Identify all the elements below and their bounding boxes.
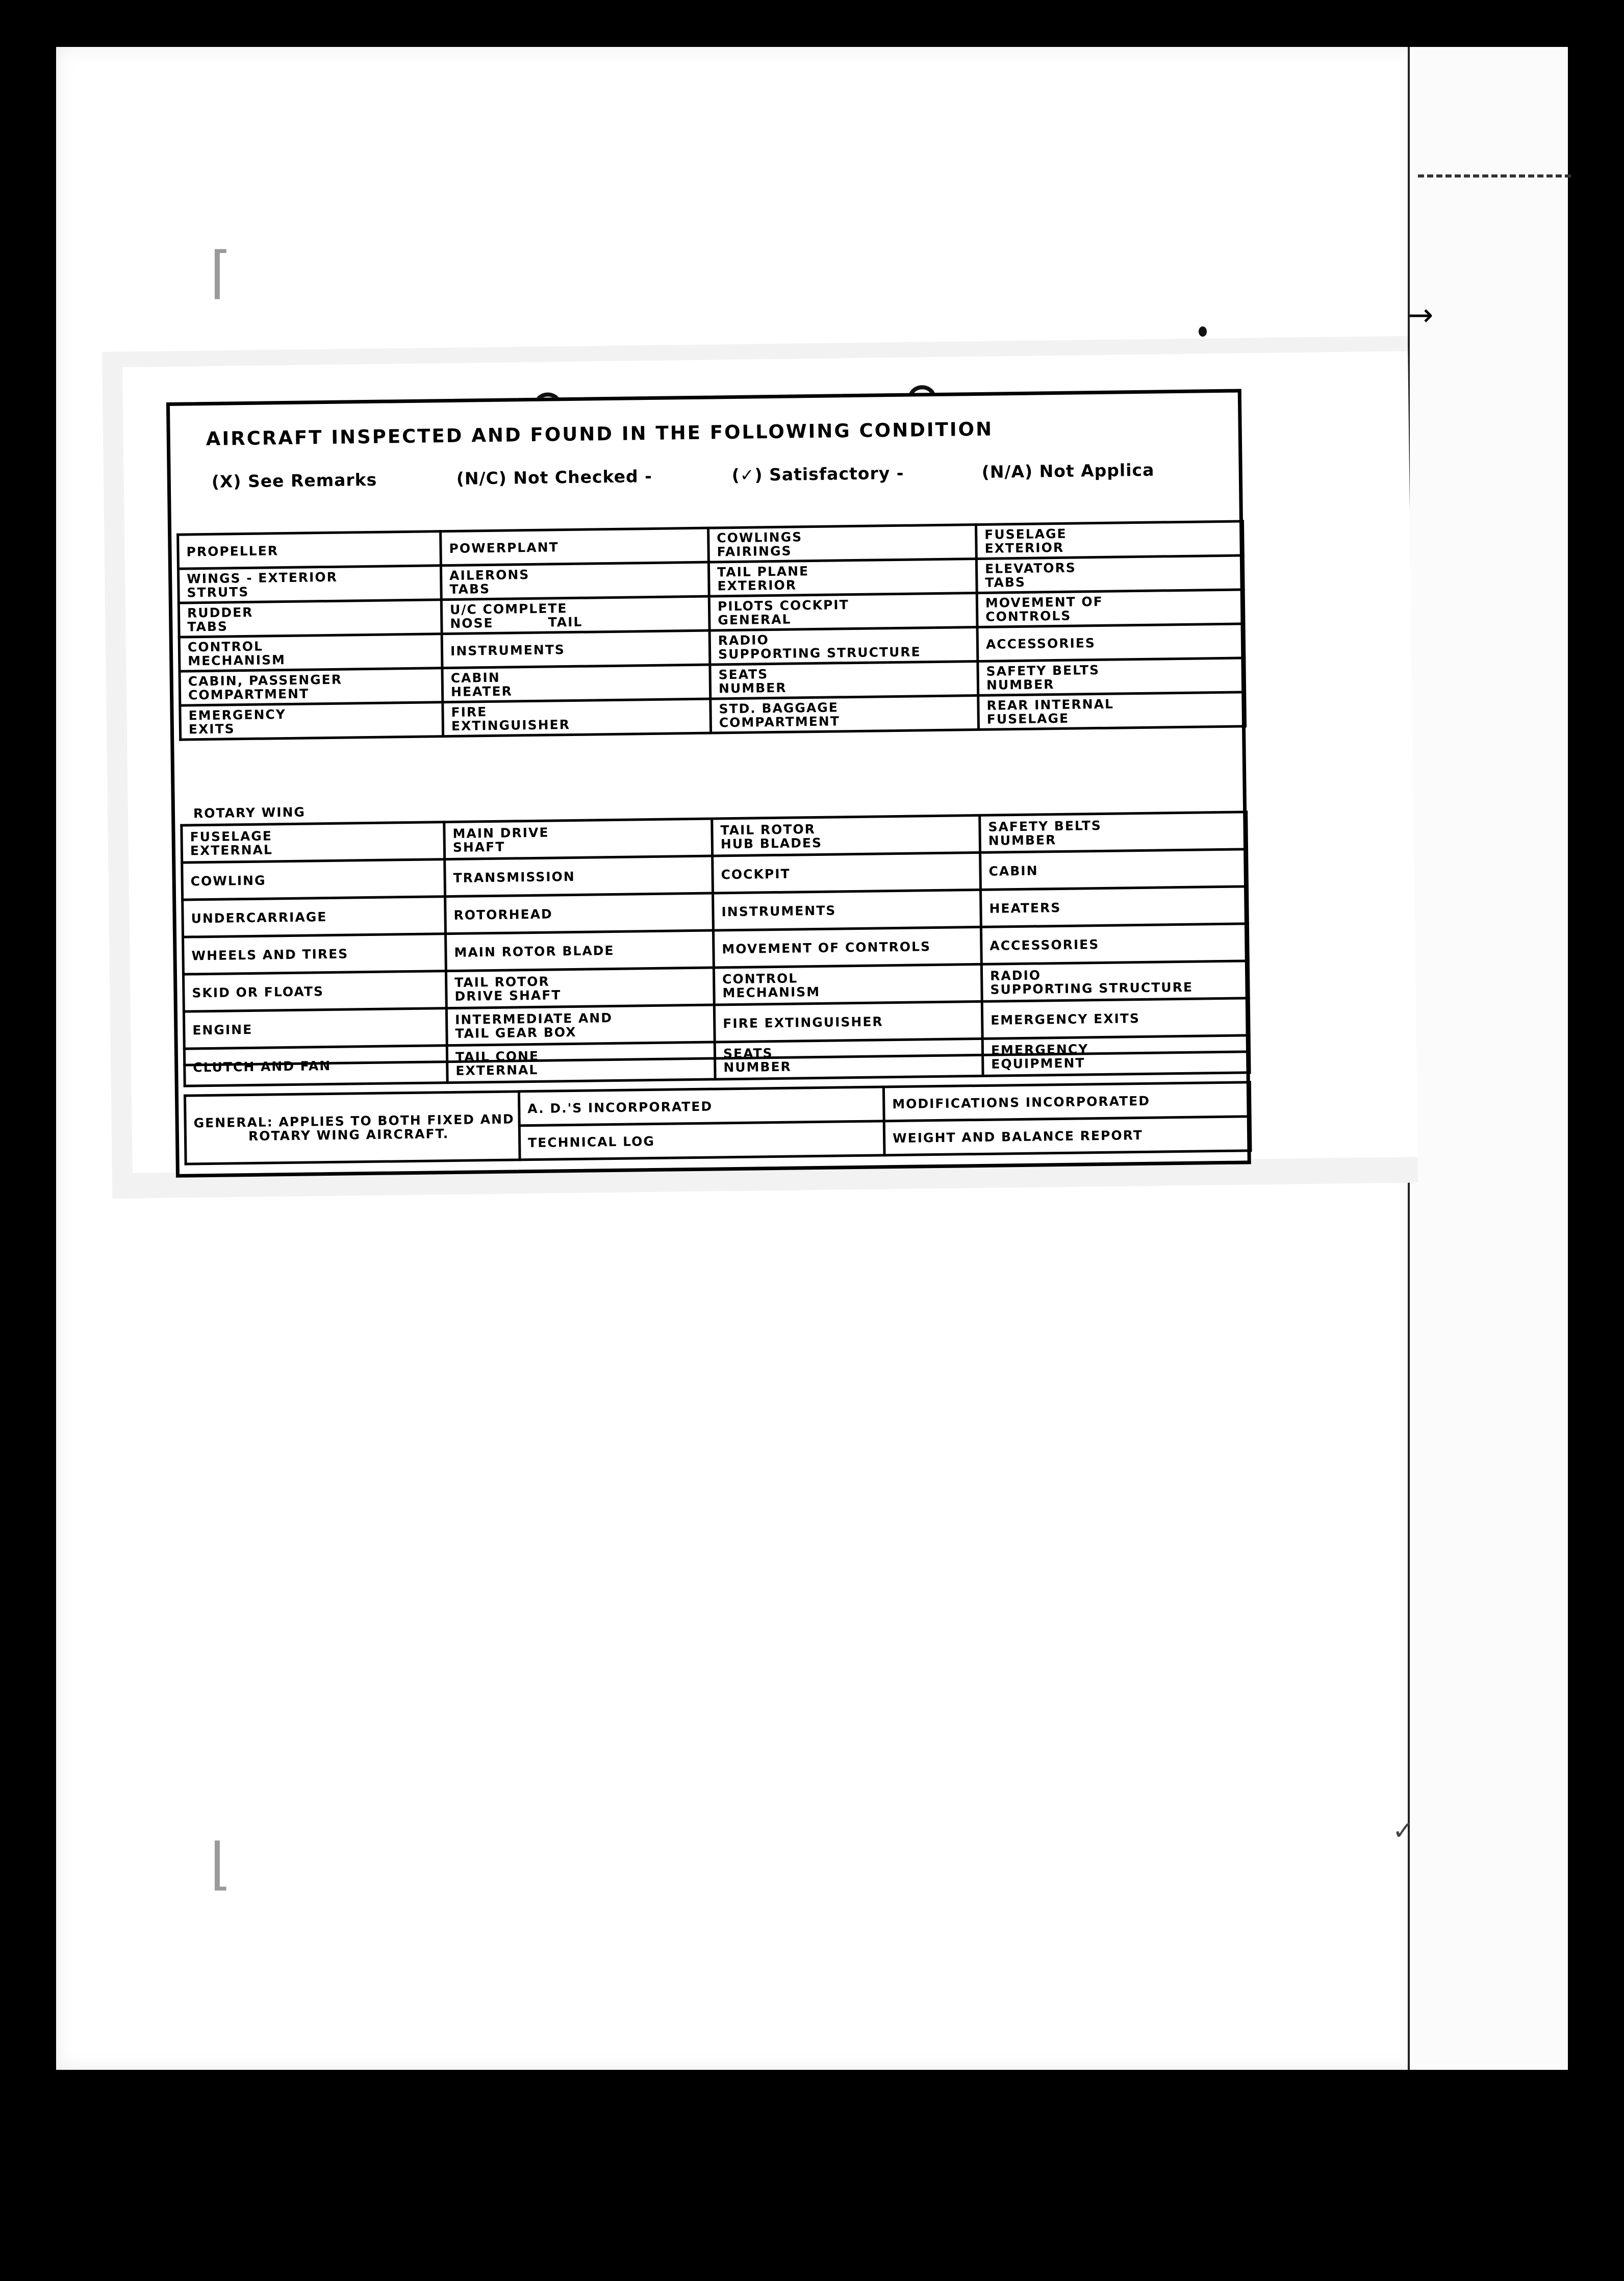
inspection-item: RADIO SUPPORTING STRUCTURE xyxy=(981,961,1249,1002)
inspection-item: PILOTS COCKPIT GENERAL xyxy=(709,593,977,630)
rotary-wing-table xyxy=(180,810,1251,1087)
inspection-item: PROPELLER xyxy=(178,531,441,569)
inspection-item: MOVEMENT OF CONTROLS xyxy=(977,590,1244,627)
inspection-item: COWLINGS FAIRINGS xyxy=(708,524,977,562)
inspection-item: EMERGENCY EQUIPMENT xyxy=(982,1035,1250,1076)
speck xyxy=(1199,326,1207,337)
inspection-item: FUSELAGE EXTERNAL xyxy=(182,822,445,863)
corner-mark-bottom-icon: ⌊ xyxy=(202,1831,236,1896)
inspection-item: UNDERCARRIAGE xyxy=(183,897,446,937)
inspection-item: RADIO SUPPORTING STRUCTURE xyxy=(709,627,978,665)
inspection-item: INSTRUMENTS xyxy=(713,890,981,930)
legend-see-remarks: (X) See Remarks xyxy=(211,469,377,492)
inspection-item: INTERMEDIATE AND TAIL GEAR BOX xyxy=(446,1005,715,1046)
inspection-item: TAIL PLANE EXTERIOR xyxy=(708,559,977,596)
inspection-item: FIRE EXTINGUISHER xyxy=(443,699,711,737)
page-right-strip xyxy=(1408,47,1568,2070)
inspection-item: U/C COMPLETE NOSE TAIL xyxy=(441,596,709,634)
inspection-item: ACCESSORIES xyxy=(981,924,1248,965)
inspection-item: ENGINE xyxy=(184,1008,447,1049)
inspection-item: CABIN xyxy=(980,849,1248,890)
inspection-item: RUDDER TABS xyxy=(179,600,442,637)
form-frame xyxy=(166,389,1251,1177)
inspection-item: INSTRUMENTS xyxy=(442,630,710,668)
inspection-item: POWERPLANT xyxy=(441,528,709,566)
inspection-item: TAIL ROTOR DRIVE SHAFT xyxy=(446,968,714,1008)
weight-balance-field: WEIGHT AND BALANCE REPORT xyxy=(884,1117,1251,1155)
ads-incorporated-field: A. D.'S INCORPORATED xyxy=(519,1087,884,1126)
inspection-item: COWLING xyxy=(182,859,445,900)
modifications-field: MODIFICATIONS INCORPORATED xyxy=(883,1082,1250,1121)
inspection-item: CABIN HEATER xyxy=(442,665,711,702)
inspection-item: ELEVATORS TABS xyxy=(976,555,1244,593)
inspection-item: SKID OR FLOATS xyxy=(183,971,446,1011)
inspection-item: SEATS NUMBER xyxy=(715,1038,983,1079)
inspection-item: WHEELS AND TIRES xyxy=(183,934,446,974)
inspection-item: SAFETY BELTS NUMBER xyxy=(978,658,1245,696)
inspection-item: MAIN ROTOR BLADE xyxy=(446,930,714,971)
inspection-item: EMERGENCY EXITS xyxy=(982,998,1249,1039)
legend-not-checked: (N/C) Not Checked - xyxy=(456,466,653,489)
inspection-item: MOVEMENT OF CONTROLS xyxy=(713,927,981,968)
inspection-item: ROTORHEAD xyxy=(445,893,714,934)
inspection-item: TRANSMISSION xyxy=(445,856,713,897)
inspection-item: CLUTCH AND FAN xyxy=(184,1046,447,1086)
inspection-item: FIRE EXTINGUISHER xyxy=(714,1001,982,1042)
legend-satisfactory: (✓) Satisfactory - xyxy=(731,463,904,486)
inspection-card xyxy=(122,351,1418,1173)
fixed-wing-table xyxy=(176,520,1247,741)
inspection-item: CONTROL MECHANISM xyxy=(179,634,442,671)
legend-not-applicable: (N/A) Not Applica xyxy=(981,460,1155,482)
rotary-wing-heading: ROTARY WING xyxy=(193,804,306,821)
tick-mark-icon: ✓ xyxy=(1392,1816,1414,1845)
inspection-item: EMERGENCY EXITS xyxy=(180,702,443,740)
arrow-mark-icon: → xyxy=(1408,297,1434,333)
inspection-item: COCKPIT xyxy=(713,852,981,893)
inspection-item: FUSELAGE EXTERIOR xyxy=(976,521,1244,559)
inspection-item: WINGS - EXTERIOR STRUTS xyxy=(178,566,441,603)
inspection-item: ACCESSORIES xyxy=(977,624,1245,662)
inspection-item: CABIN, PASSENGER COMPARTMENT xyxy=(180,668,443,705)
general-note: GENERAL: APPLIES TO BOTH FIXED AND ROTARY WING AIRCRAFT. xyxy=(185,1092,520,1164)
form-title: AIRCRAFT INSPECTED AND FOUND IN THE FOLLOWING CONDITION xyxy=(206,418,994,450)
corner-mark-top-icon: ⌈ xyxy=(202,240,236,305)
inspection-item: MAIN DRIVE SHAFT xyxy=(444,819,713,859)
inspection-item: TAIL CONE EXTERNAL xyxy=(447,1042,715,1083)
inspection-item: CONTROL MECHANISM xyxy=(714,964,982,1005)
inspection-item: TAIL ROTOR HUB BLADES xyxy=(712,815,980,856)
dashed-mark xyxy=(1418,174,1571,178)
technical-log-field: TECHNICAL LOG xyxy=(519,1121,884,1160)
inspection-item: SAFETY BELTS NUMBER xyxy=(980,812,1247,853)
inspection-item: REAR INTERNAL FUSELAGE xyxy=(978,692,1246,730)
general-table xyxy=(184,1081,1252,1165)
inspection-item: HEATERS xyxy=(981,886,1248,927)
inspection-item: STD. BAGGAGE COMPARTMENT xyxy=(711,695,979,733)
inspection-item: SEATS NUMBER xyxy=(710,661,978,699)
inspection-item: AILERONS TABS xyxy=(441,562,709,600)
